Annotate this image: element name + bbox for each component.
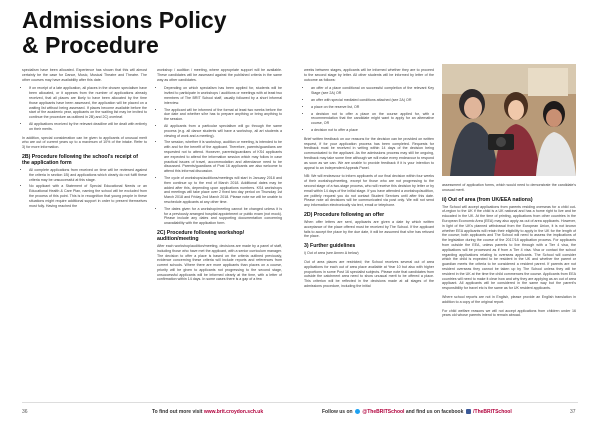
website-link[interactable]: www.brit.croydon.sch.uk — [203, 409, 264, 415]
section-heading: ii) Out of area (from UK/EEA nations) — [442, 196, 533, 203]
paragraph: NB: We will endeavour to inform applicants of our final decision within four weeks of their workshop/meeting, except for those who are not progressing to the second stage of a two-stage process, who will receive this decision by letter or by email within 14 days of the initial stage. If you have attended a workshop/audition, we politely request you do not contact Student Services until after this date. Please note all decisions will be communicated via post only. We will not send any information electronically via text, email or telephone. — [304, 174, 434, 208]
paragraph: specialism have been allocated. Experience has shown that this will almost certainly be the case for Dance, Music, Musical Theatre and Theatre. The other courses may have availability after this date. — [22, 68, 147, 82]
paragraph: assessment of application forms, which would need to demonstrate the candidate's unusual merit. — [442, 183, 576, 192]
paragraph: In addition, special consideration can be given to applicants of unusual merit who are out of current years up to a maximum of 10% of the intake. Refer to 3) for more information. — [22, 135, 147, 150]
bullet-item: • All complete applications from received on time will be reviewed against the criteria in section 1B) and applications which clearly do not fulfil these criteria may be unsuccessful at this stage. — [29, 168, 147, 182]
bullet-list — [22, 168, 147, 208]
paragraph: The School will accept applications from parents residing overseas for a child out-of-region to the UK if the child is a UK national and has a home right to live and be educated in the UK. At the time of printing, applications from other countries in the European Economic Area (EEA) may also apply as out of area applicants. However, in light of the UK's planned withdrawal from the European Union, it is not known whether EEA applicants will retain their eligibility to apply in the UK for the length of the course; both applicants and The School will need to assess the implications of the legislation during the course of the 2017/18 application process. For applicants from outside the EEA, unless parents to live through with a Tier 4 visa, the applications will be processed as if from a Tier 4 visa. Visa or contact the school regarding applications relating to overseas applicants. The School will consider which the child is expected to be resident in the UK and whether the parent or guardian meets the criteria to be considered a resident parent. If parents are not resident overseas they cannot be taken up by The School unless they will be resident in the UK at the time the child commences the course. Applicants from EEA countries will need to make it clear how and why they are applying as an out of area applicant. All applicants will be considered in the same way but the parent's responsibility for travel etc is the same as for UK resident applicants. — [442, 204, 576, 291]
section-heading: 2C) Procedure following workshop/ audition/meeting — [157, 229, 245, 242]
title-line-2: & Procedure — [22, 32, 159, 58]
bullet-item: • The cycle of workshops/auditions/meetings will start in January 2018 and then continue up to the end of March 2018. Additional dates may be added after this, depending upon applications numbers. KS4 workshops and meetings will take place over 2 fixed two day period on Thursday 1st March 2018 and Friday 2nd March 2018. Please note we will be unable to reschedule applicants at any other time. — [164, 176, 282, 205]
twitter-icon — [355, 409, 360, 414]
page-footer — [0, 406, 600, 418]
section-heading: 2D) Procedure following an offer — [304, 211, 385, 218]
footer-visit-label: To find out more visit — [152, 409, 203, 415]
bullet-list — [157, 86, 282, 226]
section-heading: 3) Further guidelines — [304, 243, 356, 250]
bullet-list — [22, 86, 147, 131]
bullet-item: • a decision not to offer a place on the course applied for, with a recommendation that the candidate might want to apply for an alternative course, OR — [311, 112, 434, 126]
bullet-item: • a place on the reserve list, OR — [311, 105, 434, 110]
bullet-item: • No applicant with a Statement of Special Educational Needs or an Educational Health & Care Plan, naming the school will be excluded from the process of this point. This is in recognition that young people in these situations might require additional support in order to present themselves most fully. Having reached the — [29, 184, 147, 208]
section-heading: 2B) Procedure following the school's receipt of the application form — [22, 153, 138, 166]
bullet-item: • The dates given for a workshop/meeting cannot be changed unless it is for a previously arranged hospital appointment or public exam (not mock). Please include any dates and supporting documentation concerning unavailability with the application form. — [164, 207, 282, 226]
students-photo — [442, 64, 576, 176]
paragraph: After each workshop/audition/meeting, decisions are made by a panel of staff, including those who have met the applicant, with a senior curriculum manager. The decision to offer a place is based on the criteria outlined previously, evidence concerning these criteria will include reports and references from current schools. Where there are more applicants than places on a course, priority will be given to applicants not progressing to the second stage, unsuccessful applicants will be informed clearly at the time, with a letter of confirmation within 14 days. In some cases there is a gap of a few — [157, 243, 282, 282]
footer-follow-label: Follow us on — [322, 409, 353, 415]
column-1 — [22, 68, 147, 212]
paragraph: Brief written feedback on our reasons for the decision can be provided on written request, if for your application process has been completed. Requests for feedback must be received in writing within 14 days of the decision being communicated to the applicant. As the admissions process may still be ongoing, feedback may take some time although we will make every endeavour to respond as soon as we can. We are unable to provide feedback if it is your intention to appeal to an independent Appeals Panel. — [304, 136, 434, 170]
photo-illustration — [442, 64, 576, 176]
paragraph: workshop / audition / meeting, where appropriate support will be available. These candidates will be assessed against the published criteria in the same way as other candidates. — [157, 68, 282, 82]
bullet-item: • The session, whether it is workshop, audition or meeting, is intended to be with and for the benefit of the applicant. Therefore, parents/guardians are requested not to attend. However, parents/guardians of KS4 applicants are expected to attend the information session which may follow in case practical issues of travel, accommodation and attendance need to be discussed. Parents/guardians of Post 16 applicants are also welcome to attend this informal discussion. — [164, 140, 282, 174]
paragraph: When offer letters are sent, applicants are given a date by which written acceptance of the place offered must be received by The School. If the applicant fails to accept the place by the due date, it will be assumed that s/he has refused the place. — [304, 219, 434, 239]
footer-facebook-label: and find us on facebook — [405, 409, 464, 415]
bullet-item: • All applicants from a particular specialism will go through the same process (e.g. all dance students will have a workshop, all art students a viewing of work and a meeting). — [164, 124, 282, 138]
column-4 — [442, 183, 576, 322]
bullet-item: • All applications received by the relevant deadline will be dealt with entirely on their merits. — [29, 122, 147, 132]
facebook-icon — [466, 409, 471, 414]
bullet-item: • If on receipt of a late application, all places in the chosen specialism have been allocated, or it appears from the number of applications already received, that all places are likely to have been allocated by the time those applicants have been assessed, the application will be placed on a waiting list without being assessed. If places become available before the start of the academic year, applicants on the waiting list may be invited to continue the procedure as outlined in 2B) and 2C) overleaf. — [29, 86, 147, 120]
paragraph: weeks between stages, applicants will be informed whether they are to proceed to the second stage by letter. All other students will be informed by letter of the outcome as follows: — [304, 68, 434, 82]
bullet-item: • a decision not to offer a place — [311, 128, 434, 133]
bullet-item: • an offer with special mediated conditions attached (see 2A) OR — [311, 98, 434, 103]
column-3 — [304, 68, 434, 293]
twitter-handle-link[interactable]: @TheBRITSchool — [362, 409, 405, 415]
paragraph: i) Out of area (see Annex A below) — [304, 251, 359, 256]
page-title — [22, 8, 227, 58]
paragraph: For child welfare reasons we will not accept applications from children under 16 years old whose parents intend to remain abroad. — [442, 308, 576, 318]
page-number-right: 37 — [570, 409, 576, 415]
column-2 — [157, 68, 282, 286]
bullet-list — [304, 86, 434, 132]
footer-social-text — [322, 406, 512, 418]
paragraph: Where school reports are not in English, please provide an English translation in addition to a copy of the original report. — [442, 294, 576, 304]
page-number-left: 36 — [22, 409, 28, 415]
footer-divider — [22, 402, 578, 403]
facebook-page-link[interactable]: /TheBRITSchool — [473, 409, 512, 415]
footer-website-text — [152, 406, 263, 418]
bullet-item: • Depending on which specialism has been applied for, students will be invited to participate in workshops / auditions or meetings with at least two members of The BRIT School staff, usually followed by a short informal interview. — [164, 86, 282, 105]
bullet-item: • an offer of a place conditional on successful completion of the relevant Key Stage (see 2A) OR — [311, 86, 434, 96]
bullet-item: • The applicant will be informed of the format at least two weeks before the due date and whether s/he has to prepare anything or bring anything to the session. — [164, 108, 282, 122]
paragraph: Out of area places are restricted; the School receives several out of area applications for each out of area place available at Year 10 but also with higher proportions in some Post 16 specialist subjects. Please note that candidates from outside the catchment area need to show unusual merit to be offered a place. This criterion will be reflected in the decisions made at all stages of the admissions procedure, including the initial — [304, 259, 434, 288]
title-line-1: Admissions Policy — [22, 7, 227, 33]
